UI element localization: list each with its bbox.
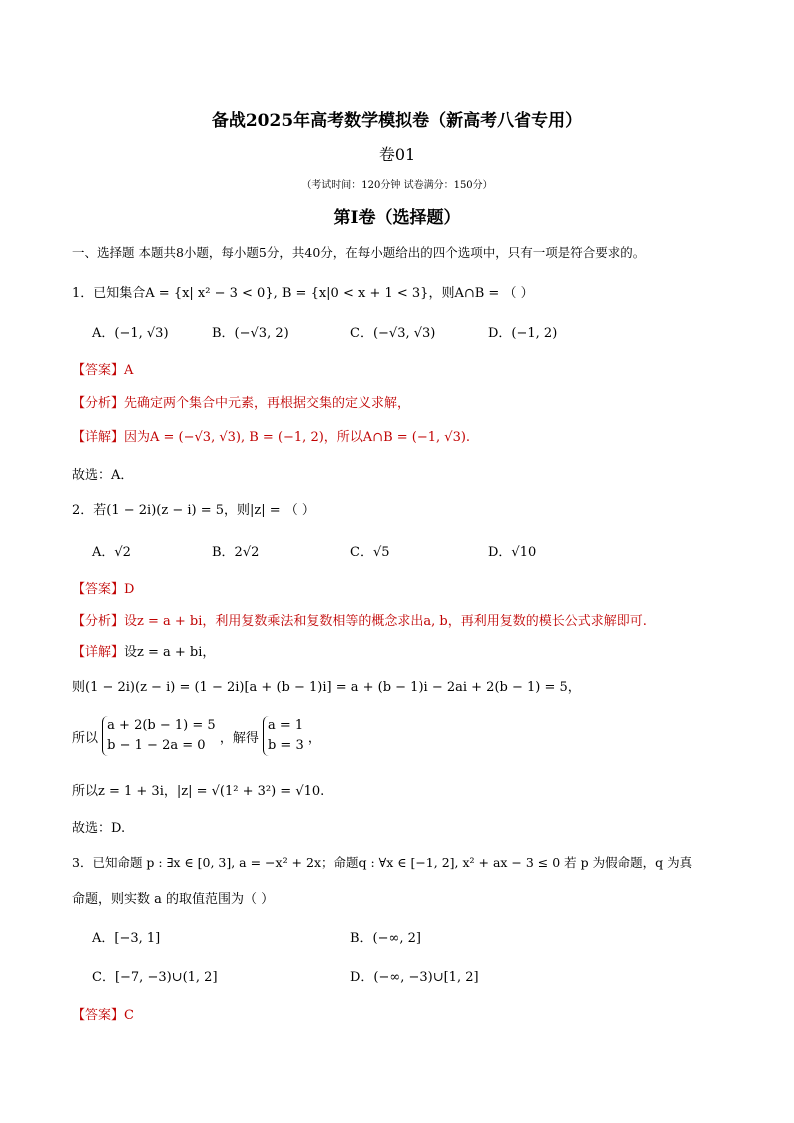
exam-subtitle: 卷01 [378, 145, 416, 164]
q1-analysis-tag: 【分析】 [72, 396, 125, 411]
q2-system-2 [263, 716, 304, 756]
q2-detail-tag: 【详解】 [72, 645, 125, 660]
q2-stem: 2．若(1 − 2i)(z − i) = 5，则|z| = （ ） [72, 503, 315, 518]
q1-option-d: D．(−1, 2) [488, 326, 558, 341]
q3-stem-line1: 3．已知命题 p : ∃x ∈ [0, 3], a = −x² + 2x；命题q : ∀x ∈ [−1, 2], x² + ax − 3 ≤ 0 若 p 为假命题，q 为真 [72, 855, 693, 870]
q2-option-a: A．√2 [92, 545, 131, 560]
q1-option-b: B．(−√3, 2) [212, 326, 289, 341]
q3-stem-line2: 命题，则实数 a 的取值范围为（ ） [72, 892, 275, 907]
q2-step1: 则(1 − 2i)(z − i) = (1 − 2i)[a + (b − 1)i] = a + (b − 1)i − 2ai + 2(b − 1) = 5， [72, 680, 581, 695]
q1-option-a: A．(−1, √3) [92, 326, 169, 341]
q2-answer-value: D [124, 582, 135, 597]
q2-detail [72, 641, 215, 660]
q2-step3: 所以z = 1 + 3i，|z| = √(1² + 3²) = √10. [72, 784, 325, 799]
q2-option-b: B．2√2 [212, 545, 260, 560]
q3-option-a: A．[−3, 1] [92, 931, 161, 946]
q2-analysis-tag: 【分析】 [72, 614, 125, 629]
q1-detail [72, 426, 470, 445]
q2-system-1-eq2: b − 1 − 2a = 0 [107, 738, 206, 753]
q2-conclusion: 故选：D. [72, 821, 126, 836]
q3-answer-value: C [124, 1008, 134, 1023]
q1-stem: 1．已知集合A = {x| x² − 3 < 0}, B = {x|0 < x + 1 < 3}，则A∩B = （ ） [72, 286, 534, 301]
q2-system-2-eq2: b = 3 [267, 738, 304, 753]
q2-answer [72, 578, 134, 597]
q3-option-c: C．[−7, −3)∪(1, 2] [92, 970, 218, 985]
q2-step2-prefix: 所以 [72, 730, 99, 746]
q1-analysis [72, 392, 410, 411]
q1-conclusion: 故选：A． [72, 468, 134, 483]
q2-step2 [72, 716, 321, 756]
q1-answer [72, 359, 133, 378]
q2-step2-mid: ，解得 [219, 730, 259, 746]
q1-answer-tag: 【答案】 [72, 363, 125, 378]
part-heading: 第I卷（选择题） [333, 208, 461, 228]
q2-analysis-text: 设z = a + bi，利用复数乘法和复数相等的概念求出a, b，再利用复数的模长公式求解即可. [124, 614, 647, 629]
q1-detail-text: 因为A = (−√3, √3), B = (−1, 2)，所以A∩B = (−1, √3). [124, 430, 471, 445]
q1-answer-value: A [124, 363, 134, 378]
exam-title: 备战2025年高考数学模拟卷（新高考八省专用） [211, 111, 583, 131]
q2-system-1 [102, 716, 216, 756]
q1-option-c: C．(−√3, √3) [350, 326, 436, 341]
q1-analysis-text: 先确定两个集合中元素，再根据交集的定义求解， [124, 396, 411, 411]
q3-answer-tag: 【答案】 [72, 1008, 125, 1023]
exam-meta: （考试时间：120分钟 试卷满分：150分） [301, 180, 493, 191]
q3-option-b: B．(−∞, 2] [350, 931, 421, 946]
q2-option-c: C．√5 [350, 545, 390, 560]
q2-answer-tag: 【答案】 [72, 582, 125, 597]
section-instructions: 一、选择题 本题共8小题，每小题5分，共40分，在每小题给出的四个选项中，只有一项是符合要求的。 [72, 245, 646, 260]
q2-step2-suffix: ， [307, 730, 321, 746]
q1-detail-tag: 【详解】 [72, 430, 125, 445]
q2-option-d: D．√10 [488, 545, 537, 560]
q2-detail-text: 设z = a + bi， [124, 645, 216, 660]
q3-option-d: D．(−∞, −3)∪[1, 2] [350, 970, 479, 985]
q2-system-2-eq1: a = 1 [267, 718, 304, 733]
q2-analysis [72, 610, 647, 629]
q3-answer [72, 1004, 134, 1023]
q2-system-1-eq1: a + 2(b − 1) = 5 [107, 718, 216, 733]
